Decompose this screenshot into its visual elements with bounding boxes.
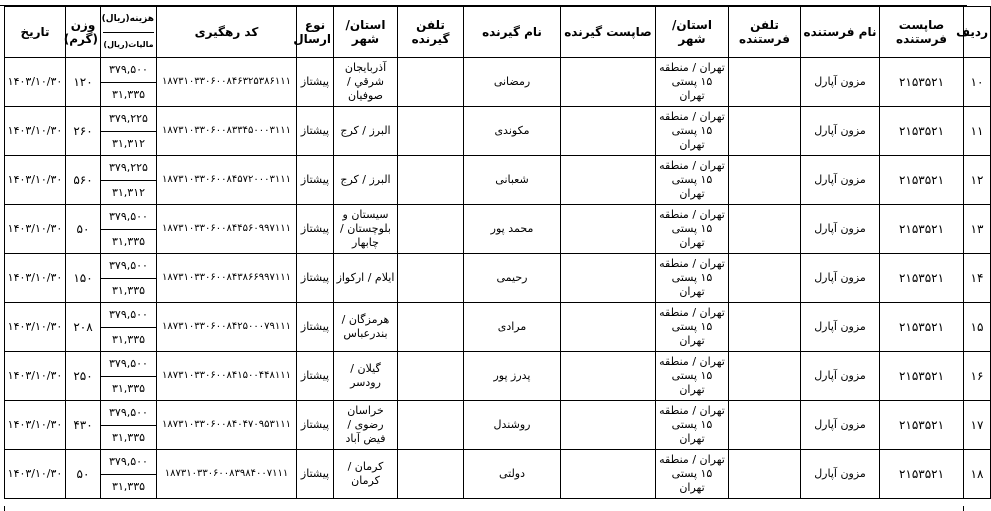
weight-value: ۵۶۰ — [66, 156, 101, 205]
send-type: پیشتاز — [297, 352, 334, 401]
send-type: پیشتاز — [297, 254, 334, 303]
sender-code: ۲۱۵۳۵۲۱ — [880, 450, 964, 499]
receiver-city: البرز / کرج — [334, 156, 398, 205]
sender-city: تهران / منطقه ۱۵ پستی تهران — [656, 254, 729, 303]
table-row — [5, 450, 991, 499]
sender-city: تهران / منطقه ۱۵ پستی تهران — [656, 205, 729, 254]
sender-city: تهران / منطقه ۱۵ پستی تهران — [656, 352, 729, 401]
header-tax: مالیات(ریال) — [103, 40, 154, 49]
cost-tax-cell — [101, 107, 157, 156]
receiver-city: سیستان و بلوچستان / چابهار — [334, 205, 398, 254]
date-value: ۱۴۰۳/۱۰/۳۰ — [5, 352, 66, 401]
bottom-border — [4, 506, 964, 511]
sender-city: تهران / منطقه ۱۵ پستی تهران — [656, 303, 729, 352]
receiver-phone — [398, 58, 464, 107]
receiver-phone — [398, 205, 464, 254]
row-number: ۱۴ — [964, 254, 991, 303]
tax-value: ۳۱,۳۳۵ — [111, 333, 146, 346]
tracking-code: ۱۸۷۳۱۰۳۳۰۶۰۰۸۴۳۸۶۶۹۹۷۱۱۱ — [157, 254, 297, 303]
sender-phone — [729, 205, 801, 254]
receiver-city: ایلام / ارکواز — [334, 254, 398, 303]
receiver-code — [561, 401, 656, 450]
receiver-city: خراسان رضوی / فیض آباد — [334, 401, 398, 450]
send-type: پیشتاز — [297, 58, 334, 107]
send-type: پیشتاز — [297, 450, 334, 499]
send-type: پیشتاز — [297, 205, 334, 254]
sender-name: مزون آپارل — [801, 107, 880, 156]
header-sender-name: نام فرستنده — [801, 7, 880, 58]
receiver-city: هرمزگان / بندرعباس — [334, 303, 398, 352]
sender-name: مزون آپارل — [801, 254, 880, 303]
send-type: پیشتاز — [297, 156, 334, 205]
header-receiver-code: صاپست گیرنده — [561, 7, 656, 58]
cost-tax-cell — [101, 352, 157, 401]
cost-value: ۳۷۹,۵۰۰ — [101, 58, 156, 83]
header-date: تاریخ — [5, 7, 66, 58]
header-sender-city: استان/ شهر — [656, 7, 729, 58]
sender-code: ۲۱۵۳۵۲۱ — [880, 352, 964, 401]
send-type: پیشتاز — [297, 107, 334, 156]
sender-name: مزون آپارل — [801, 401, 880, 450]
tracking-code: ۱۸۷۳۱۰۳۳۰۶۰۰۸۴۴۵۶۰۹۹۷۱۱۱ — [157, 205, 297, 254]
sender-name: مزون آپارل — [801, 450, 880, 499]
receiver-code — [561, 205, 656, 254]
sender-code: ۲۱۵۳۵۲۱ — [880, 107, 964, 156]
header-cost-tax — [101, 7, 157, 58]
tax-value: ۳۱,۳۳۵ — [111, 480, 146, 493]
tax-value: ۳۱,۳۱۲ — [111, 186, 146, 199]
shipment-table — [4, 6, 991, 499]
sender-code: ۲۱۵۳۵۲۱ — [880, 303, 964, 352]
sender-phone — [729, 156, 801, 205]
tracking-code: ۱۸۷۳۱۰۳۳۰۶۰۰۸۴۶۳۲۵۳۸۶۱۱۱ — [157, 58, 297, 107]
weight-value: ۵۰ — [66, 450, 101, 499]
cost-value: ۳۷۹,۵۰۰ — [101, 352, 156, 377]
receiver-phone — [398, 107, 464, 156]
receiver-phone — [398, 401, 464, 450]
receiver-city: کرمان / کرمان — [334, 450, 398, 499]
header-row-number: ردیف — [964, 7, 991, 58]
header-weight: وزن (گرم) — [66, 7, 101, 58]
tax-value: ۳۱,۳۳۵ — [111, 431, 146, 444]
cost-tax-cell — [101, 58, 157, 107]
receiver-name: مکوندی — [464, 107, 561, 156]
header-cost: هزینه(ریال) — [103, 7, 154, 33]
weight-value: ۱۵۰ — [66, 254, 101, 303]
cost-value: ۳۷۹,۵۰۰ — [101, 450, 156, 475]
receiver-name: روشندل — [464, 401, 561, 450]
row-number: ۱۶ — [964, 352, 991, 401]
receiver-phone — [398, 303, 464, 352]
table-row — [5, 156, 991, 205]
date-value: ۱۴۰۳/۱۰/۳۰ — [5, 156, 66, 205]
receiver-code — [561, 156, 656, 205]
sender-phone — [729, 254, 801, 303]
weight-value: ۴۳۰ — [66, 401, 101, 450]
row-number: ۱۳ — [964, 205, 991, 254]
weight-value: ۲۶۰ — [66, 107, 101, 156]
tracking-code: ۱۸۷۳۱۰۳۳۰۶۰۰۸۴۲۵۰۰۰۷۹۱۱۱ — [157, 303, 297, 352]
cost-tax-cell — [101, 303, 157, 352]
tax-value: ۳۱,۳۳۵ — [111, 382, 146, 395]
sender-phone — [729, 58, 801, 107]
receiver-code — [561, 352, 656, 401]
row-number: ۱۸ — [964, 450, 991, 499]
cost-value: ۳۷۹,۵۰۰ — [101, 401, 156, 426]
sender-code: ۲۱۵۳۵۲۱ — [880, 401, 964, 450]
table-row — [5, 107, 991, 156]
date-value: ۱۴۰۳/۱۰/۳۰ — [5, 205, 66, 254]
sender-phone — [729, 352, 801, 401]
sender-city: تهران / منطقه ۱۵ پستی تهران — [656, 107, 729, 156]
cost-value: ۳۷۹,۲۲۵ — [101, 107, 156, 132]
weight-value: ۲۵۰ — [66, 352, 101, 401]
date-value: ۱۴۰۳/۱۰/۳۰ — [5, 58, 66, 107]
row-number: ۱۱ — [964, 107, 991, 156]
cost-tax-cell — [101, 401, 157, 450]
table-row — [5, 401, 991, 450]
sender-name: مزون آپارل — [801, 303, 880, 352]
receiver-name: محمد پور — [464, 205, 561, 254]
sender-phone — [729, 303, 801, 352]
weight-value: ۱۲۰ — [66, 58, 101, 107]
header-sender-code: صاپست فرستنده — [880, 7, 964, 58]
sender-name: مزون آپارل — [801, 205, 880, 254]
cost-tax-cell — [101, 205, 157, 254]
table-row — [5, 303, 991, 352]
cost-value: ۳۷۹,۲۲۵ — [101, 156, 156, 181]
row-number: ۱۰ — [964, 58, 991, 107]
date-value: ۱۴۰۳/۱۰/۳۰ — [5, 450, 66, 499]
row-number: ۱۵ — [964, 303, 991, 352]
table-body — [5, 58, 991, 499]
date-value: ۱۴۰۳/۱۰/۳۰ — [5, 303, 66, 352]
header-row — [5, 7, 991, 58]
sender-city: تهران / منطقه ۱۵ پستی تهران — [656, 450, 729, 499]
sender-code: ۲۱۵۳۵۲۱ — [880, 58, 964, 107]
receiver-phone — [398, 254, 464, 303]
weight-value: ۲۰۸ — [66, 303, 101, 352]
weight-value: ۵۰ — [66, 205, 101, 254]
receiver-code — [561, 303, 656, 352]
sender-city: تهران / منطقه ۱۵ پستی تهران — [656, 401, 729, 450]
tracking-code: ۱۸۷۳۱۰۳۳۰۶۰۰۸۳۹۸۴۰۰۷۱۱۱ — [157, 450, 297, 499]
sender-phone — [729, 450, 801, 499]
cost-value: ۳۷۹,۵۰۰ — [101, 303, 156, 328]
cost-tax-cell — [101, 156, 157, 205]
receiver-phone — [398, 352, 464, 401]
date-value: ۱۴۰۳/۱۰/۳۰ — [5, 107, 66, 156]
header-send-type: نوع ارسال — [297, 7, 334, 58]
table-row — [5, 205, 991, 254]
receiver-phone — [398, 450, 464, 499]
tracking-code: ۱۸۷۳۱۰۳۳۰۶۰۰۸۴۰۴۷۰۹۵۳۱۱۱ — [157, 401, 297, 450]
sender-city: تهران / منطقه ۱۵ پستی تهران — [656, 58, 729, 107]
receiver-name: شعبانی — [464, 156, 561, 205]
sender-phone — [729, 401, 801, 450]
header-receiver-name: نام گیرنده — [464, 7, 561, 58]
row-number: ۱۷ — [964, 401, 991, 450]
receiver-name: مرادی — [464, 303, 561, 352]
header-tracking-code: کد رهگیری — [157, 7, 297, 58]
cost-tax-cell — [101, 254, 157, 303]
tracking-code: ۱۸۷۳۱۰۳۳۰۶۰۰۸۴۱۵۰۰۴۴۸۱۱۱ — [157, 352, 297, 401]
row-number: ۱۲ — [964, 156, 991, 205]
receiver-city: گیلان / رودسر — [334, 352, 398, 401]
sender-phone — [729, 107, 801, 156]
tracking-code: ۱۸۷۳۱۰۳۳۰۶۰۰۸۳۳۴۵۰۰۰۳۱۱۱ — [157, 107, 297, 156]
table-row — [5, 352, 991, 401]
receiver-name: پدرز پور — [464, 352, 561, 401]
sender-name: مزون آپارل — [801, 156, 880, 205]
cost-tax-cell — [101, 450, 157, 499]
sender-name: مزون آپارل — [801, 352, 880, 401]
receiver-city: آذربایجان شرقي / صوفيان — [334, 58, 398, 107]
tax-value: ۳۱,۳۳۵ — [111, 284, 146, 297]
receiver-name: رحیمی — [464, 254, 561, 303]
receiver-code — [561, 450, 656, 499]
receiver-phone — [398, 156, 464, 205]
sender-code: ۲۱۵۳۵۲۱ — [880, 205, 964, 254]
sender-code: ۲۱۵۳۵۲۱ — [880, 254, 964, 303]
receiver-code — [561, 107, 656, 156]
date-value: ۱۴۰۳/۱۰/۳۰ — [5, 401, 66, 450]
receiver-code — [561, 58, 656, 107]
tax-value: ۳۱,۳۱۲ — [111, 137, 146, 150]
header-receiver-phone: تلفن گیرنده — [398, 7, 464, 58]
tax-value: ۳۱,۳۳۵ — [111, 88, 146, 101]
header-receiver-city: استان/ شهر — [334, 7, 398, 58]
cost-value: ۳۷۹,۵۰۰ — [101, 254, 156, 279]
cost-value: ۳۷۹,۵۰۰ — [101, 205, 156, 230]
sender-name: مزون آپارل — [801, 58, 880, 107]
tax-value: ۳۱,۳۳۵ — [111, 235, 146, 248]
receiver-city: البرز / کرج — [334, 107, 398, 156]
receiver-name: دولتی — [464, 450, 561, 499]
table-row — [5, 58, 991, 107]
sender-city: تهران / منطقه ۱۵ پستی تهران — [656, 156, 729, 205]
sender-code: ۲۱۵۳۵۲۱ — [880, 156, 964, 205]
receiver-name: رمضانی — [464, 58, 561, 107]
table-row — [5, 254, 991, 303]
send-type: پیشتاز — [297, 303, 334, 352]
tracking-code: ۱۸۷۳۱۰۳۳۰۶۰۰۸۴۵۷۲۰۰۰۳۱۱۱ — [157, 156, 297, 205]
header-sender-phone: تلفن فرستنده — [729, 7, 801, 58]
date-value: ۱۴۰۳/۱۰/۳۰ — [5, 254, 66, 303]
receiver-code — [561, 254, 656, 303]
send-type: پیشتاز — [297, 401, 334, 450]
